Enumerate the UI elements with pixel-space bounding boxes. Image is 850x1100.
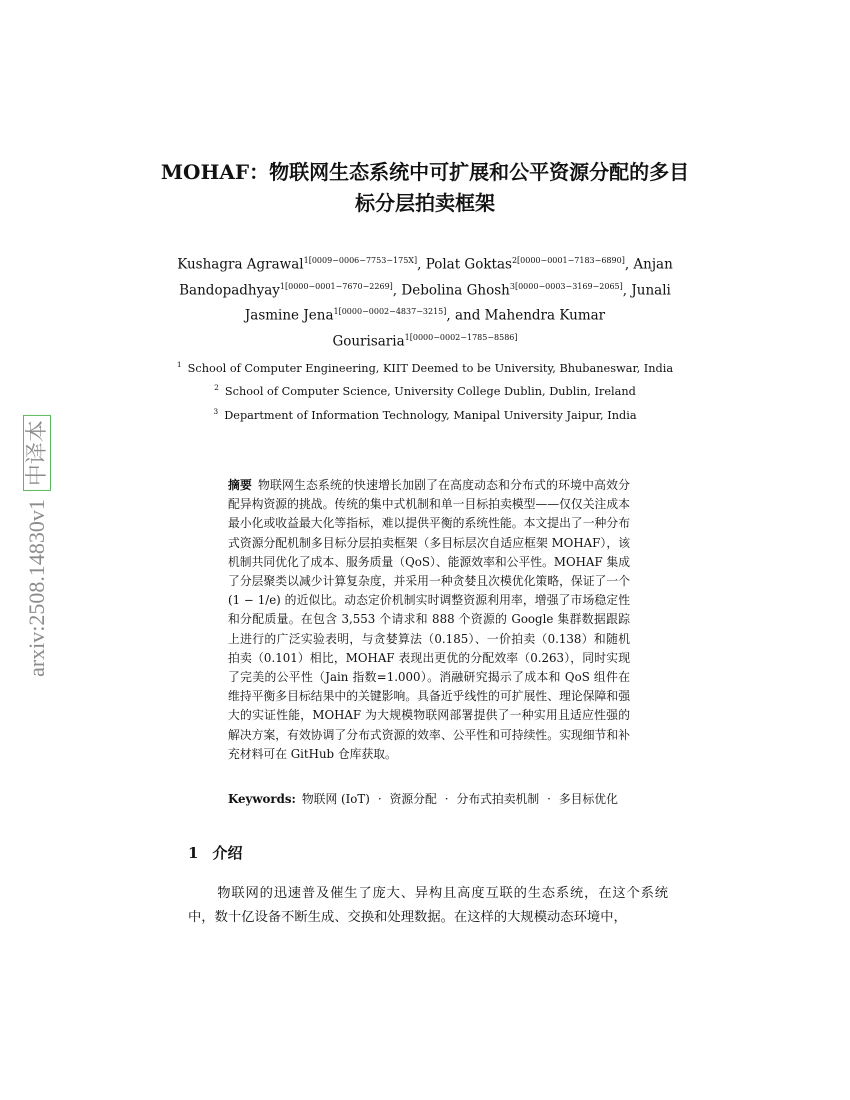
keyword-item: 资源分配 bbox=[389, 792, 437, 806]
arxiv-id[interactable]: arxiv:2508.14830v1 bbox=[24, 499, 49, 677]
author-name: Mahendra Kumar Gourisaria bbox=[332, 307, 606, 349]
author-orcid[interactable]: 3[0000−0003−3169−2065] bbox=[509, 281, 623, 291]
affiliation-list bbox=[170, 355, 680, 425]
author-orcid[interactable]: 1[0000−0002−1785−8586] bbox=[404, 332, 518, 342]
author-orcid[interactable]: 2[0000−0001−7183−6890] bbox=[511, 256, 625, 265]
abstract-label: 摘要 bbox=[228, 478, 253, 492]
arxiv-side-stamp bbox=[22, 388, 52, 704]
intro-paragraph: 物联网的迅速普及催生了庞大、异构且高度互联的生态系统，在这个系统中，数十亿设备不断生成、交换和处理数据。在这样的大规模动态环境中， bbox=[188, 886, 668, 925]
keyword-item: 多目标优化 bbox=[558, 792, 618, 806]
affiliation-item: $^1$ School of Computer Engineering, KIIT Deemed to be University, Bhubaneswar, India bbox=[176, 360, 674, 375]
affiliation-item: $^3$ Department of Information Technology, Manipal University Jaipur, India bbox=[213, 406, 637, 422]
author-orcid[interactable]: 1[0009−0006−7753−175X] bbox=[303, 256, 418, 265]
abstract bbox=[228, 476, 630, 764]
abstract-text: 物联网生态系统的快速增长加剧了在高度动态和分布式的环境中高效分配异构资源的挑战。传统的集中式机制和单一目标拍卖模型——仅仅关注成本最小化或收益最大化等指标，难以提供平衡的系统性能。本文提出了一种分布式资源分配机制多目标分层拍卖框架（多目标层次自适应框架 MOHAF），该机制共同优化了成本、服务质量（QoS）、能源效率和公平性。MOHAF 集成了分层聚类以减少计算复杂度，并采用一种贪婪且次模优化策略，保证了一个 (1 − 1/e) 的近似比。动态定价机制实时调整资源利用率，增强了市场稳定性和分配质量。在包含 3,553 个请求和 888 个资源的 Google 集群数据跟踪上进行的广泛实验表明，与贪婪算法（0.185）、一价拍卖（0.138）和随机拍卖（0.101）相比，MOHAF 表现出更优的分配效率（0.263），同时实现了完美的公平性（Jain 指数=1.000）。消融研究揭示了成本和 QoS 组件在维持平衡多目标结果中的关键影响。具备近乎线性的可扩展性、理论保障和强大的实证性能，MOHAF 为大规模物联网部署提供了一种实用且适应性强的解决方案，有效协调了分布式资源的效率、公平性和可持续性。实现细节和补充材料可在 GitHub 仓库获取。 bbox=[228, 478, 630, 761]
author-orcid[interactable]: 1[0000−0001−7670−2269] bbox=[279, 281, 393, 291]
author-name: Junali Jasmine Jena bbox=[244, 282, 671, 324]
keyword-item: 分布式拍卖机制 bbox=[456, 792, 540, 806]
author-name: Kushagra Agrawal bbox=[177, 256, 304, 273]
section-heading bbox=[188, 843, 668, 863]
section-title: 介绍 bbox=[212, 844, 243, 862]
keyword-item: 物联网 (IoT) bbox=[301, 792, 370, 806]
author-name: Anjan Bandopadhyay bbox=[179, 256, 673, 298]
keywords-label: Keywords: bbox=[228, 792, 296, 806]
translation-tag: 中译本 bbox=[23, 415, 51, 491]
author-name: Polat Goktas bbox=[425, 256, 512, 273]
author-name: Debolina Ghosh bbox=[401, 282, 510, 298]
author-orcid[interactable]: 1[0000−0002−4837−3215] bbox=[333, 307, 447, 316]
author-list: Kushagra Agrawal$^{1[0009-0006-7753-175X]}$, Polat Goktas$^{2[0000-0001-7183-6890]}$, Anjan Bandopadhyay$^{1[0000-0001-7670-2269]}$, Debolina Ghosh$^{3[0000-0003-3169-2065]}$, Junali Jasmine Jena$^{1[0000-0002-4837-3215]}$, and Mahendra Kumar Gourisaria$^{1[0000-0002-1785-8586]}$ bbox=[177, 256, 673, 349]
paper-title: MOHAF：物联网生态系统中可扩展和公平资源分配的多目标分层拍卖框架 bbox=[160, 160, 690, 215]
keywords: Keywords: 物联网 (IoT) · 资源分配 · 分布式拍卖机制 · 多目标优化 bbox=[228, 792, 618, 806]
affiliation-item: $^2$ School of Computer Science, University College Dublin, Dublin, Ireland bbox=[214, 383, 636, 399]
section-number: 1 bbox=[188, 844, 199, 862]
